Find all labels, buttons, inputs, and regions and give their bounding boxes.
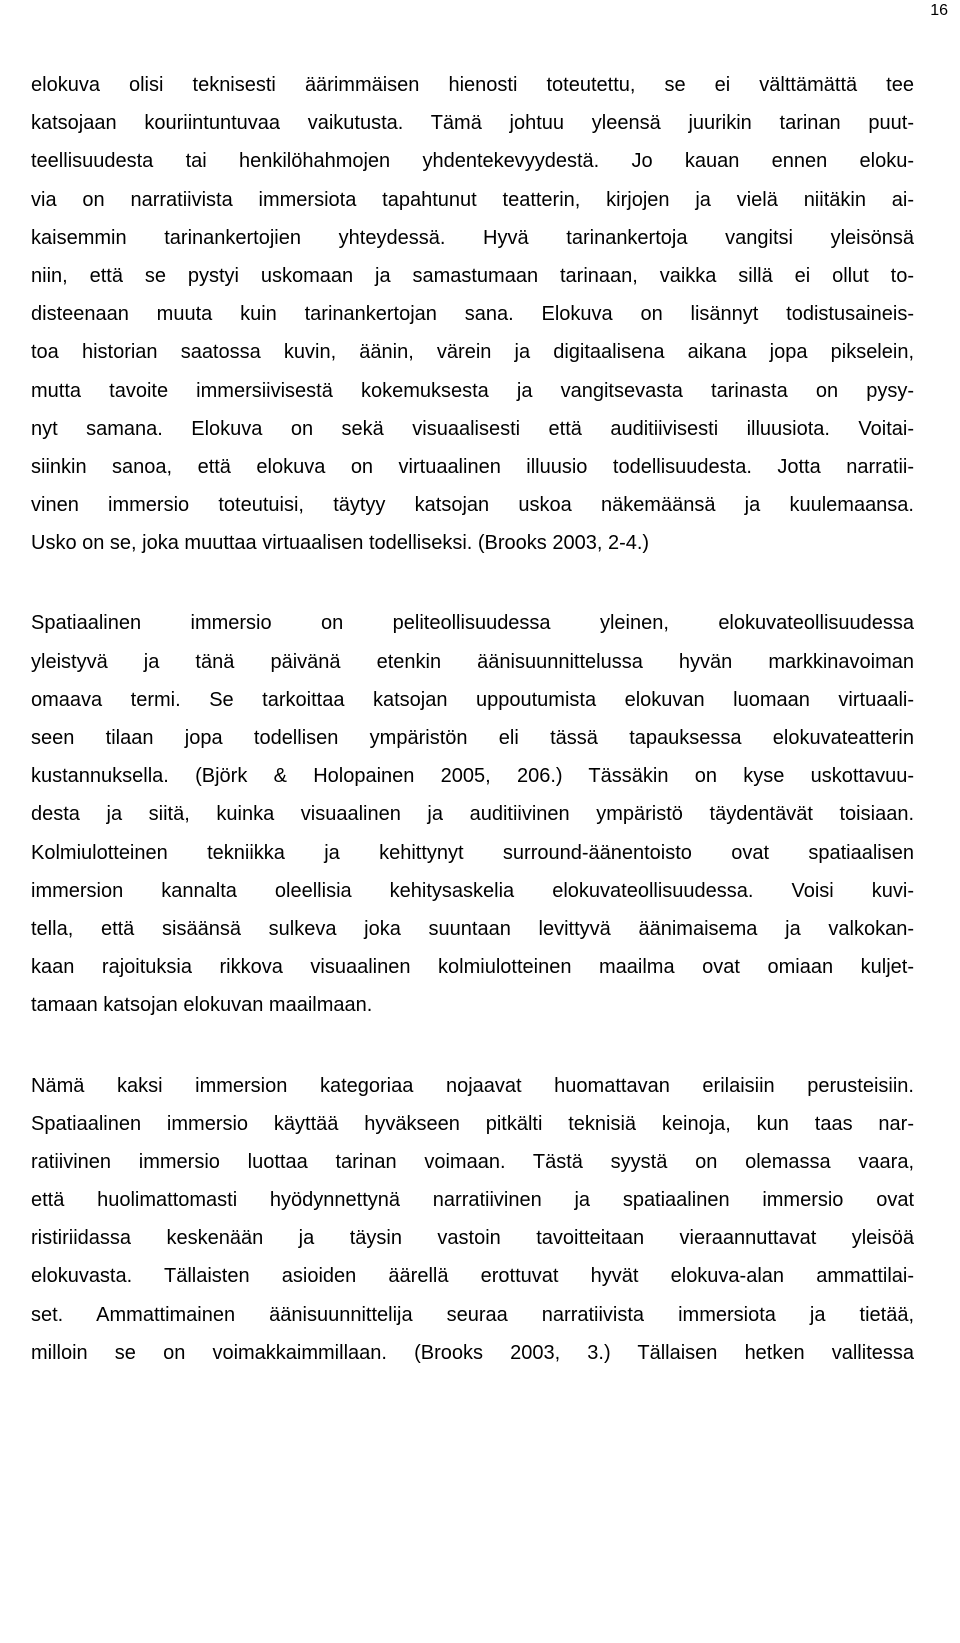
text-line: kaan rajoituksia rikkova visuaalinen kolmiulotteinen maailma ovat omiaan kuljet-: [31, 956, 914, 979]
text-line: nyt samana. Elokuva on sekä visuaalisesti että auditiivisesti illuusiota. Voitai-: [31, 417, 914, 440]
text-line: ratiivinen immersio luottaa tarinan voimaan. Tästä syystä on olemassa vaara,: [31, 1150, 914, 1173]
text-line: Kolmiulotteinen tekniikka ja kehittynyt surround-äänentoisto ovat spatiaalisen: [31, 841, 914, 864]
text-line: milloin se on voimakkaimmillaan. (Brooks 2003, 3.) Tällaisen hetken vallitessa: [31, 1341, 914, 1364]
text-line: mutta tavoite immersiivisestä kokemuksesta ja vangitsevasta tarinasta on pysy-: [31, 379, 914, 402]
text-line: elokuvasta. Tällaisten asioiden äärellä erottuvat hyvät elokuva-alan ammattilai-: [31, 1265, 914, 1288]
text-line: omaava termi. Se tarkoittaa katsojan uppoutumista elokuvan luomaan virtuaali-: [31, 688, 914, 711]
text-line: katsojaan kouriintuntuvaa vaikutusta. Tämä johtuu yleensä juurikin tarinan puut-: [31, 112, 914, 135]
paragraph: [31, 1067, 914, 1373]
paragraph-spacer: [31, 1025, 914, 1067]
text-line: tella, että sisäänsä sulkeva joka suuntaan levittyvä äänimaisema ja valkokan-: [31, 917, 914, 940]
text-line: elokuva olisi teknisesti äärimmäisen hienosti toteutettu, se ei välttämättä tee: [31, 74, 914, 96]
text-line: vinen immersio toteutuisi, täytyy katsojan uskoa näkemäänsä ja kuulemaansa.: [31, 494, 914, 517]
text-line: Spatiaalinen immersio käyttää hyväkseen pitkälti teknisiä keinoja, kun taas nar-: [31, 1112, 914, 1135]
text-line: Nämä kaksi immersion kategoriaa nojaavat huomattavan erilaisiin perusteisiin.: [31, 1074, 914, 1097]
text-line: via on narratiivista immersiota tapahtunut teatterin, kirjojen ja vielä niitäkin ai-: [31, 188, 914, 211]
document-body: [31, 66, 914, 1372]
text-line: desta ja siitä, kuinka visuaalinen ja auditiivinen ympäristö täydentävät toisiaan.: [31, 803, 914, 826]
text-line: ristiriidassa keskenään ja täysin vastoin tavoitteitaan vieraannuttavat yleisöä: [31, 1227, 914, 1250]
text-line: Usko on se, joka muuttaa virtuaalisen todelliseksi. (Brooks 2003, 2-4.): [31, 532, 650, 555]
text-line: kustannuksella. (Björk & Holopainen 2005, 206.) Tässäkin on kyse uskottavuu-: [31, 765, 914, 788]
text-line: teellisuudesta tai henkilöhahmojen yhdentekevyydestä. Jo kauan ennen eloku-: [31, 150, 914, 173]
text-line: niin, että se pystyi uskomaan ja samastumaan tarinaan, vaikka sillä ei ollut to-: [31, 264, 914, 287]
text-line: disteenaan muuta kuin tarinankertojan sana. Elokuva on lisännyt todistusaineis-: [31, 303, 914, 326]
text-line: siinkin sanoa, että elokuva on virtuaalinen illuusio todellisuudesta. Jotta narratii-: [31, 455, 914, 478]
paragraph-spacer: [31, 562, 914, 604]
text-line: tamaan katsojan elokuvan maailmaan.: [31, 994, 373, 1017]
text-line: toa historian saatossa kuvin, äänin, värein ja digitaalisena aikana jopa pikselein,: [31, 341, 914, 364]
text-line: immersion kannalta oleellisia kehitysaskelia elokuvateollisuudessa. Voisi kuvi-: [31, 879, 914, 902]
text-line: että huolimattomasti hyödynnettynä narratiivinen ja spatiaalinen immersio ovat: [31, 1189, 914, 1212]
text-line: kaisemmin tarinankertojien yhteydessä. Hyvä tarinankertoja vangitsi yleisönsä: [31, 226, 914, 249]
text-line: Spatiaalinen immersio on peliteollisuudessa yleinen, elokuvateollisuudessa: [31, 612, 914, 635]
page-number: 16: [930, 2, 948, 19]
paragraph: [31, 604, 914, 1024]
text-line: seen tilaan jopa todellisen ympäristön eli tässä tapauksessa elokuvateatterin: [31, 727, 914, 749]
text-line: set. Ammattimainen äänisuunnittelija seuraa narratiivista immersiota ja tietää,: [31, 1303, 914, 1326]
text-line: yleistyvä ja tänä päivänä etenkin äänisuunnittelussa hyvän markkinavoiman: [31, 650, 914, 673]
paragraph: [31, 66, 914, 562]
